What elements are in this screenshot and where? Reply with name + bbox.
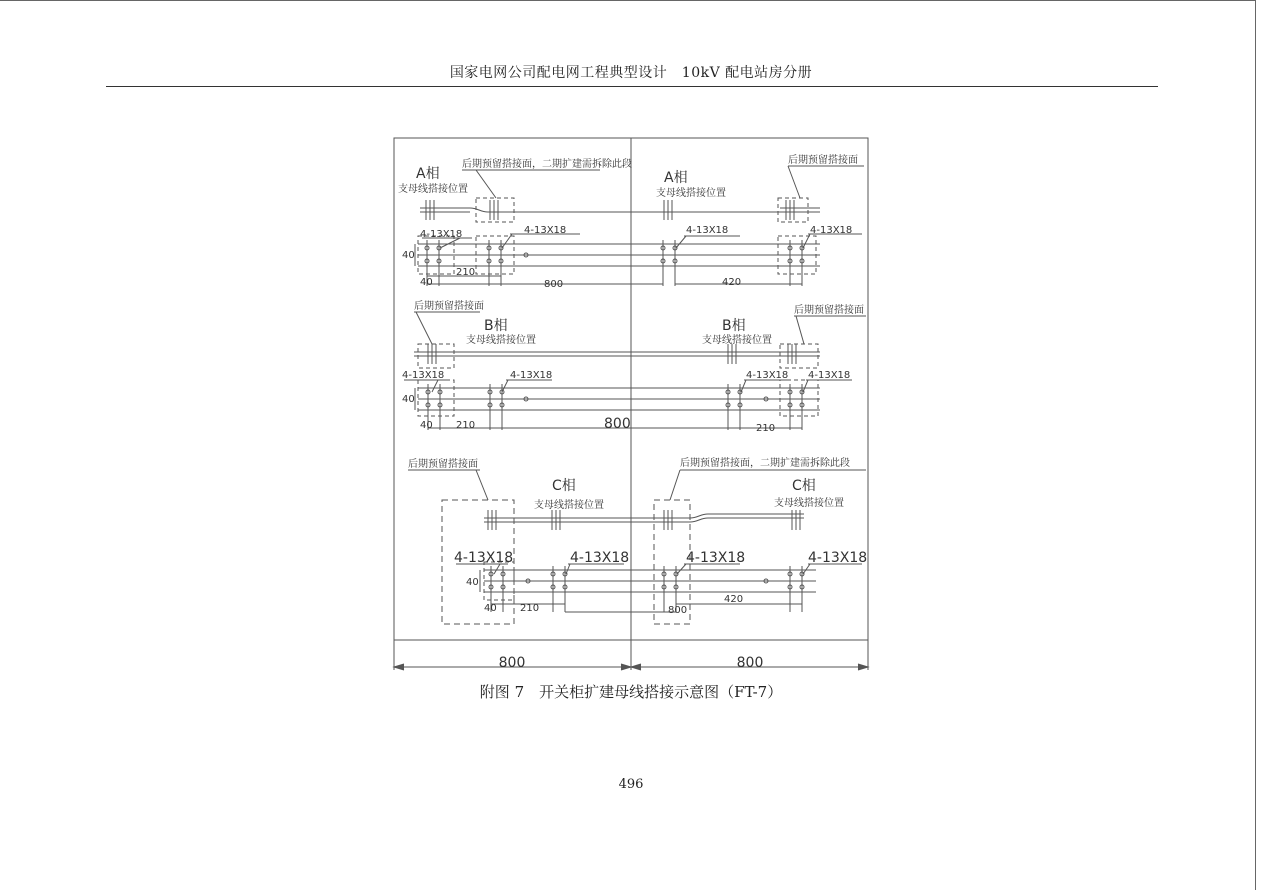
hole-a-4: 4-13X18 [810, 225, 853, 236]
branch-position-c-left: 支母线搭接位置 [534, 500, 604, 511]
dim-c-420: 420 [724, 594, 744, 605]
cabinet-right-width: 800 [736, 655, 764, 671]
hole-c-1: 4-13X18 [454, 550, 514, 566]
hole-b-2: 4-13X18 [510, 370, 553, 381]
dim-a-40v: 40 [402, 250, 415, 261]
dim-b-210-left: 210 [456, 420, 476, 431]
hole-b-3: 4-13X18 [746, 370, 789, 381]
page-number: 496 [618, 777, 644, 792]
hole-c-4: 4-13X18 [808, 550, 868, 566]
phase-c-label-left: C相 [552, 478, 576, 494]
reserved-remove-a: 后期预留搭接面，二期扩建需拆除此段 [462, 159, 632, 170]
phase-b-section [404, 312, 866, 430]
header-title: 国家电网公司配电网工程典型设计 10kV 配电站房分册 [449, 65, 813, 81]
dim-a-800: 800 [544, 279, 564, 290]
hole-a-3: 4-13X18 [686, 225, 729, 236]
dim-c-40h: 40 [484, 603, 497, 614]
phase-b-label-right: B相 [722, 318, 746, 334]
dim-b-40h: 40 [420, 420, 433, 431]
branch-position-a-right: 支母线搭接位置 [656, 188, 726, 199]
cabinet-frame [394, 138, 868, 670]
dim-b-210-right: 210 [756, 423, 776, 434]
dim-b-800: 800 [604, 416, 631, 432]
branch-position-c-right: 支母线搭接位置 [774, 498, 844, 509]
dim-c-210: 210 [520, 603, 540, 614]
cabinet-left-width: 800 [498, 655, 526, 671]
reserved-b-left: 后期预留搭接面 [414, 301, 484, 312]
phase-a-label-left: A相 [416, 166, 440, 182]
reserved-b-right: 后期预留搭接面 [794, 305, 864, 316]
hole-b-4: 4-13X18 [808, 370, 851, 381]
dim-a-40h: 40 [420, 277, 433, 288]
figure-caption: 附图 7 开关柜扩建母线搭接示意图（FT-7） [479, 683, 783, 701]
phase-c-label-right: C相 [792, 478, 816, 494]
branch-position-b-right: 支母线搭接位置 [702, 335, 772, 346]
dim-c-800: 800 [668, 605, 688, 616]
hole-b-1: 4-13X18 [402, 370, 445, 381]
dim-a-210: 210 [456, 267, 476, 278]
dim-a-420: 420 [722, 277, 742, 288]
dim-c-40v: 40 [466, 577, 479, 588]
phase-b-label-left: B相 [484, 318, 508, 334]
reserved-c: 后期预留搭接面 [408, 459, 478, 470]
hole-c-2: 4-13X18 [570, 550, 630, 566]
branch-position-a-left: 支母线搭接位置 [398, 184, 468, 195]
hole-a-1: 4-13X18 [420, 229, 463, 240]
reserved-a: 后期预留搭接面 [788, 155, 858, 166]
reserved-remove-c: 后期预留搭接面，二期扩建需拆除此段 [680, 458, 850, 469]
hole-a-2: 4-13X18 [524, 225, 567, 236]
dim-b-40v: 40 [402, 394, 415, 405]
hole-c-3: 4-13X18 [686, 550, 746, 566]
branch-position-b-left: 支母线搭接位置 [466, 335, 536, 346]
phase-a-label-right: A相 [664, 170, 688, 186]
phase-a-section [415, 166, 864, 286]
